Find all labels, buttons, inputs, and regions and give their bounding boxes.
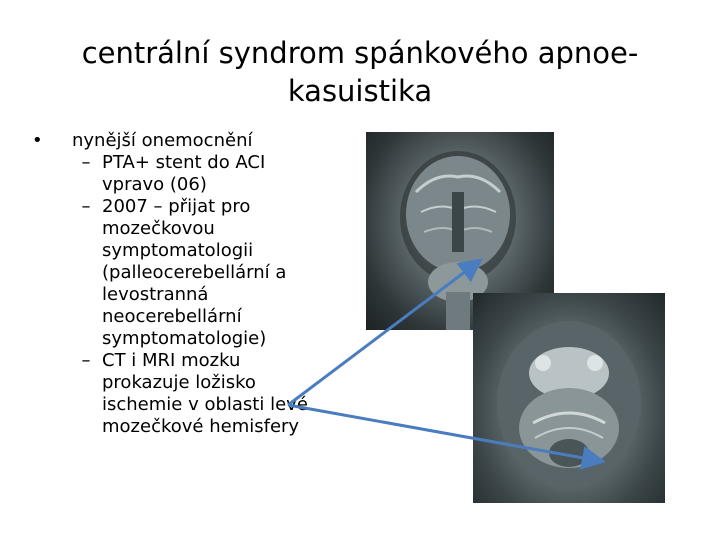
arrow-to-axial [288, 405, 600, 461]
sub-item-1-line: PTA+ stent do ACI [102, 152, 266, 173]
sub-item-2-line: levostranná [102, 284, 209, 305]
sub-item-1-line: vpravo (06) [102, 174, 207, 195]
sub-item-2-line: symptomatologie) [102, 328, 267, 349]
sub-item-2-line: (palleocerebellární a [102, 262, 287, 283]
sub-item-3-line: ischemie v oblasti levé [102, 394, 308, 415]
sub-item-3-line: mozečkové hemisfery [102, 416, 300, 437]
sub-item-3-line: CT i MRI mozku [102, 350, 241, 371]
sub-item-2-line: symptomatologii [102, 240, 254, 261]
dash-marker: – [81, 152, 91, 173]
bullet-text: nynější onemocnění [72, 130, 253, 151]
sub-item-2-line: 2007 – přijat pro [102, 196, 251, 217]
title-line-2: kasuistika [287, 74, 433, 108]
arrow-to-coronal [288, 262, 478, 405]
sub-item-2-line: neocerebellární [102, 306, 242, 327]
title-line-1: centrální syndrom spánkového apnoe- [81, 36, 639, 70]
sub-item-2-line: mozečkovou [102, 218, 215, 239]
dash-marker: – [81, 350, 91, 371]
bullet-marker: • [32, 130, 43, 151]
dash-marker: – [81, 196, 91, 217]
sub-item-3-line: prokazuje ložisko [102, 372, 256, 393]
